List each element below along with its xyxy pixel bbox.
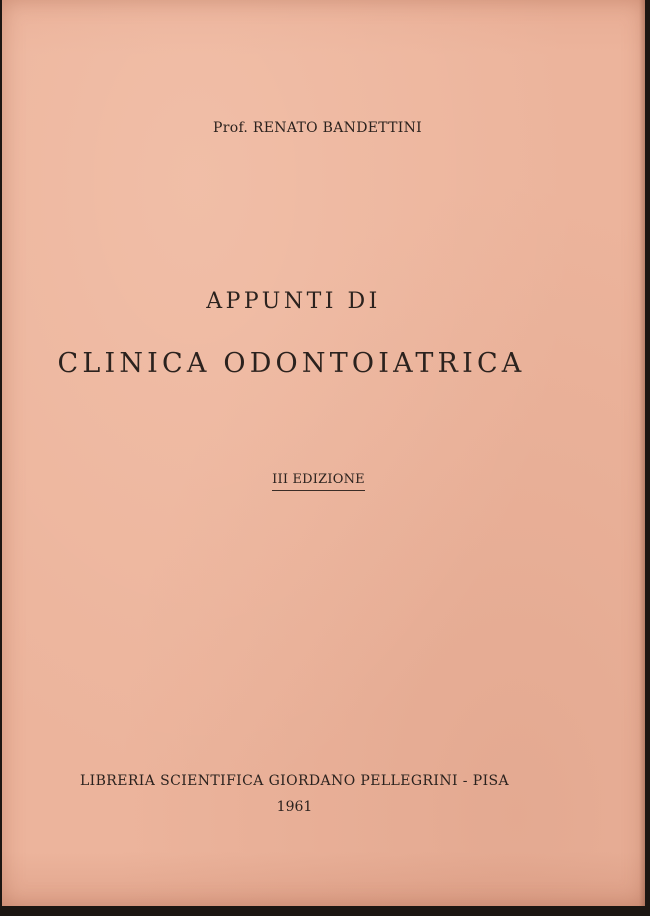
edition-label: III EDIZIONE	[272, 472, 365, 491]
publication-year: 1961	[276, 799, 313, 815]
edition-block	[2, 468, 645, 491]
title-line-2: CLINICA ODONTOIATRICA	[57, 348, 526, 379]
publisher-name: LIBRERIA SCIENTIFICA GIORDANO PELLEGRINI - PISA	[79, 773, 509, 789]
book-cover	[2, 0, 645, 906]
author-name: Prof. RENATO BANDETTINI	[213, 120, 422, 136]
title-line-1: APPUNTI DI	[206, 289, 381, 314]
